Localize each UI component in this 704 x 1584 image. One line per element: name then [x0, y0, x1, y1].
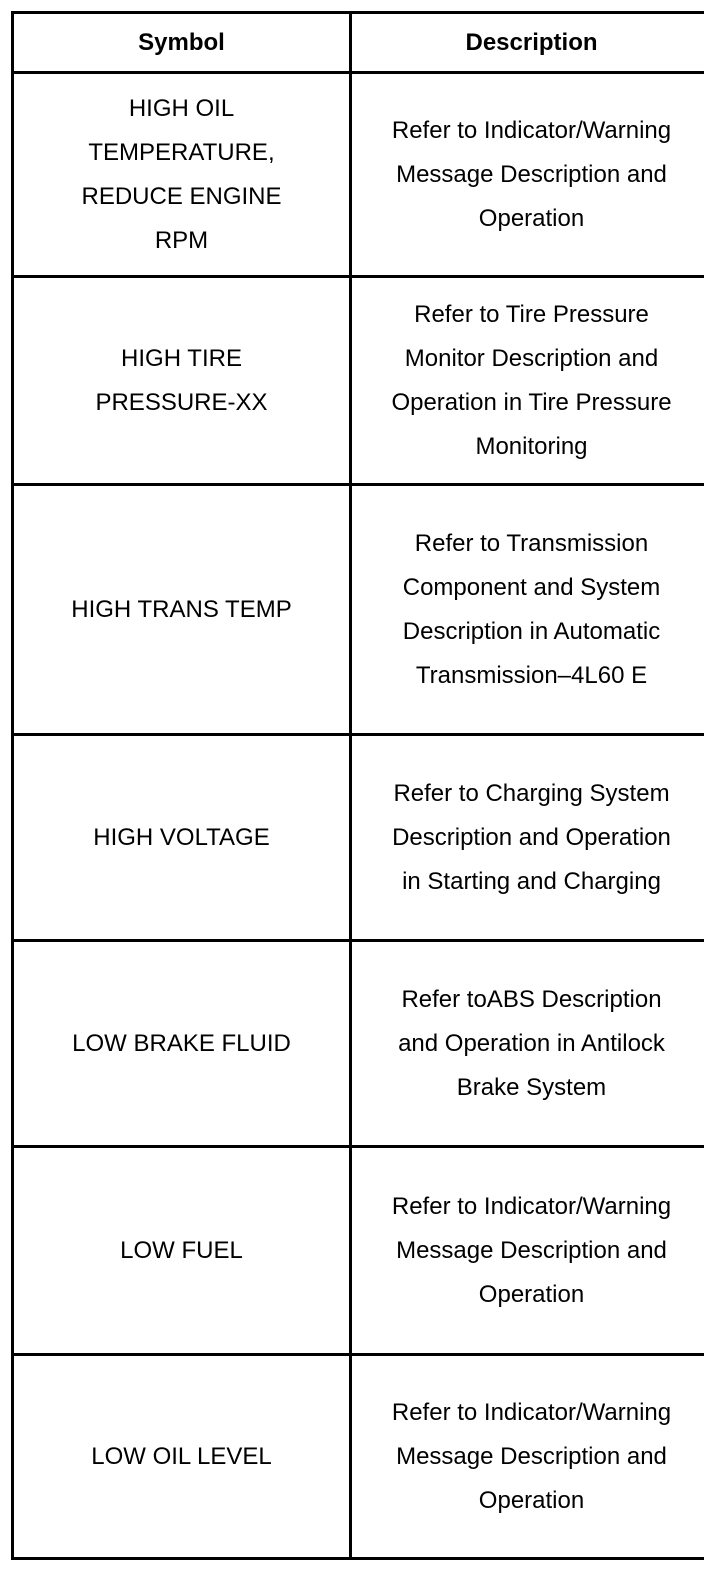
symbol-cell	[13, 485, 351, 735]
symbol-text: LOW BRAKE FLUID	[72, 1029, 291, 1057]
description-cell	[351, 277, 704, 485]
description-text: Refer to Indicator/Warning Message Description and Operation	[391, 1192, 672, 1308]
symbol-description-table-container	[11, 11, 704, 1560]
table-header-row	[13, 13, 704, 73]
description-text: Refer to Charging System Description and Operation in Starting and Charging	[392, 779, 671, 895]
symbol-text: HIGH VOLTAGE	[93, 823, 270, 851]
symbol-text: HIGH OIL TEMPERATURE, REDUCE ENGINE RPM	[81, 94, 282, 254]
table-row	[13, 277, 704, 485]
description-cell	[351, 735, 704, 941]
table-row	[13, 941, 704, 1147]
symbol-text: LOW OIL LEVEL	[91, 1442, 272, 1470]
symbol-text: LOW FUEL	[120, 1236, 243, 1264]
symbol-cell	[13, 941, 351, 1147]
symbol-cell	[13, 73, 351, 277]
table-row	[13, 1355, 704, 1559]
description-text: Refer to Indicator/Warning Message Description and Operation	[391, 1398, 672, 1514]
description-cell	[351, 485, 704, 735]
symbol-cell	[13, 735, 351, 941]
description-text: Refer toABS Description and Operation in Antilock Brake System	[398, 985, 665, 1101]
symbol-text: HIGH TIRE PRESSURE-XX	[95, 344, 268, 416]
description-text: Refer to Indicator/Warning Message Description and Operation	[391, 116, 672, 232]
symbol-text: HIGH TRANS TEMP	[71, 595, 292, 623]
symbol-description-table	[11, 11, 704, 1560]
symbol-column-header: Symbol	[13, 13, 351, 73]
description-text: Refer to Transmission Component and System Description in Automatic Transmission–4L60 E	[402, 529, 661, 689]
description-cell	[351, 73, 704, 277]
description-cell	[351, 1355, 704, 1559]
symbol-cell	[13, 277, 351, 485]
description-cell	[351, 941, 704, 1147]
description-column-header: Description	[351, 13, 704, 73]
description-cell	[351, 1147, 704, 1355]
symbol-cell	[13, 1147, 351, 1355]
table-row	[13, 73, 704, 277]
table-row	[13, 485, 704, 735]
table-row	[13, 735, 704, 941]
description-text: Refer to Tire Pressure Monitor Description and Operation in Tire Pressure Monitoring	[391, 300, 672, 460]
symbol-cell	[13, 1355, 351, 1559]
table-row	[13, 1147, 704, 1355]
